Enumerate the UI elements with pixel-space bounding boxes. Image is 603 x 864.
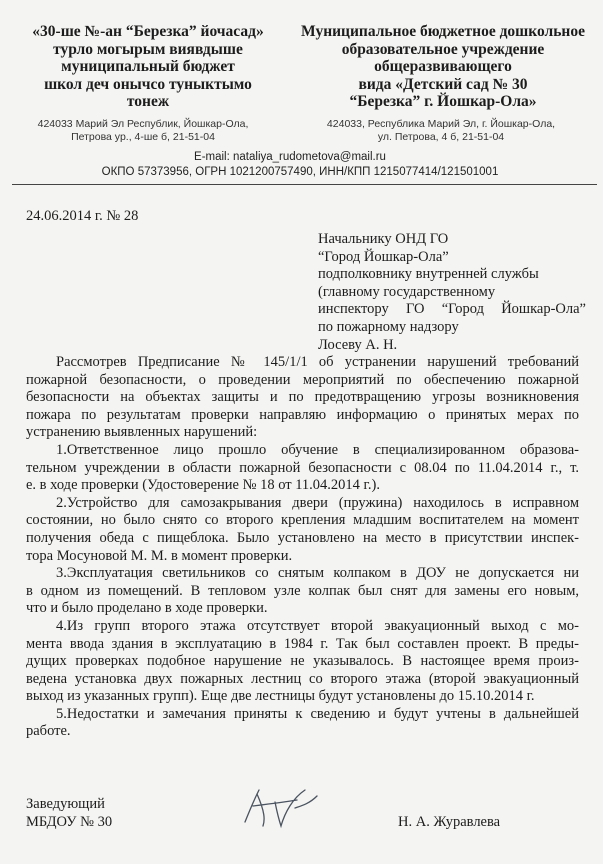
header-right-line: образовательное учреждение	[341, 40, 545, 58]
header-left-line: школ деч онычсо туныктымо	[44, 75, 252, 93]
header-right-address	[296, 118, 586, 144]
addressee-line: (главному государственному	[318, 283, 496, 300]
addressee-line: Лосеву А. Н.	[318, 336, 398, 353]
addressee-line: инспектору ГО “Город Йошкар-Ола”	[318, 301, 586, 318]
paragraph-item-2	[26, 495, 579, 565]
signatory-title-line: Заведующий	[26, 796, 105, 812]
body-line: 4.Из групп второго этажа отсутствует второй эвакуационный выход с мо-	[56, 617, 579, 634]
addressee-block	[318, 231, 586, 354]
body-line: получения обеда с пищеблока. Было установлено на место в присутствии инспек-	[26, 529, 579, 546]
paragraph-intro	[26, 354, 579, 442]
body-line: пожарной безопасности, о проведении мероприятий по обеспечению пожарной	[26, 371, 579, 388]
letter-body	[26, 354, 579, 741]
addressee-line: Начальнику ОНД ГО	[318, 231, 449, 247]
header-left-address-line: 424033 Марий Эл Республик, Йошкар-Ола,	[37, 118, 249, 130]
body-line: 2.Устройство для самозакрывания двери (пружина) находилось в исправном	[56, 494, 579, 511]
signatory-title-line: МБДОУ № 30	[26, 813, 113, 830]
paragraph-item-1	[26, 442, 579, 495]
header-email: E-mail: nataliya_rudometova@mail.ru	[194, 151, 386, 163]
signatory-name: Н. А. Журавлева	[398, 814, 501, 830]
paragraph-item-3	[26, 565, 579, 618]
header-left-line: муниципальный бюджет	[61, 58, 235, 75]
header-right-address-line: 424033, Республика Марий Эл, г. Йошкар-Ола,	[326, 118, 556, 130]
body-line: пожара по результатам проверки направляю информацию о принятых мерах по	[26, 406, 579, 423]
header-right-line: Муниципальное бюджетное дошкольное	[301, 23, 585, 40]
paragraph-item-4	[26, 618, 579, 706]
body-line: 1.Ответственное лицо прошло обучение в специализированном образова-	[56, 441, 579, 458]
signatory-title	[26, 796, 112, 831]
header-right-line: “Березка” г. Йошкар-Ола»	[349, 93, 537, 110]
header-left-line: «30-ше №-ан “Березка” йочасад»	[32, 23, 264, 40]
addressee-line: “Город Йошкар-Ола”	[318, 248, 449, 265]
document-date-number: 24.06.2014 г. № 28	[26, 208, 139, 224]
header-left-org-name	[4, 23, 292, 111]
header-left-address-line: Петрова ур., 4-ше б, 21-51-04	[71, 131, 215, 143]
body-line: выход из указанных групп). Еще две лестницы будут установлены до 15.10.2014 г.	[26, 688, 535, 705]
body-line: тельном учреждении в области пожарной безопасности с 08.04 по 11.04.2014 г., т.	[26, 459, 579, 476]
body-line: состоянии, но было снято со второго крепления младшим воспитателем на момент	[26, 512, 579, 529]
header-divider	[12, 184, 597, 185]
header-left-line: тонеж	[126, 93, 170, 110]
body-line: безопасности на объектах защиты и по предотвращению угрозы возникновения	[26, 389, 579, 406]
body-line: тора Мосуновой М. М. в момент проверки.	[26, 547, 293, 564]
header-right-line: общеразвивающего	[374, 58, 512, 75]
header-right-line: вида «Детский сад № 30	[358, 75, 528, 93]
paragraph-item-5	[26, 706, 579, 741]
body-line: 3.Эксплуатация светильников со снятым колпаком в ДОУ не допускается ни	[56, 565, 579, 582]
header-left-line: турло могырым виявдыше	[53, 40, 243, 58]
body-line: что и было проделано в ходе проверки.	[26, 600, 268, 617]
body-line: в одном из помещений. В тепловом узле колпак был снят для замены его новым,	[26, 582, 579, 599]
addressee-line: по пожарному надзору	[318, 318, 459, 335]
body-line: Рассмотрев Предписание № 145/1/1 об устранении нарушений требований	[56, 354, 579, 370]
header-left-address	[8, 118, 278, 144]
body-line: устранению выявленных нарушений:	[26, 424, 258, 441]
body-line: 5.Недостатки и замечания приняты к сведению и будут учтены в дальнейшей	[56, 705, 579, 722]
body-line: е. в ходе проверки (Удостоверение № 18 от 11.04.2014 г.).	[26, 477, 380, 494]
body-line: мента ввода здания в эксплуатацию в 1984 г. Так был составлен проект. В преды-	[26, 635, 579, 652]
addressee-line: подполковнику внутренней службы	[318, 266, 539, 283]
header-right-address-line: ул. Петрова, 4 б, 21-51-04	[377, 131, 505, 143]
body-line: ведена установка двух пожарных лестниц со второго этажа (второй эвакуационный	[26, 670, 579, 687]
body-line: работе.	[26, 723, 71, 740]
header-requisites: ОКПО 57373956, ОГРН 1021200757490, ИНН/КПП 1215077414/121501001	[101, 166, 499, 178]
body-line: дущих проверках подобное нарушение не указывалось. В настоящее время произ-	[26, 653, 579, 670]
handwritten-signature	[235, 782, 325, 834]
header-right-org-name	[294, 23, 592, 111]
